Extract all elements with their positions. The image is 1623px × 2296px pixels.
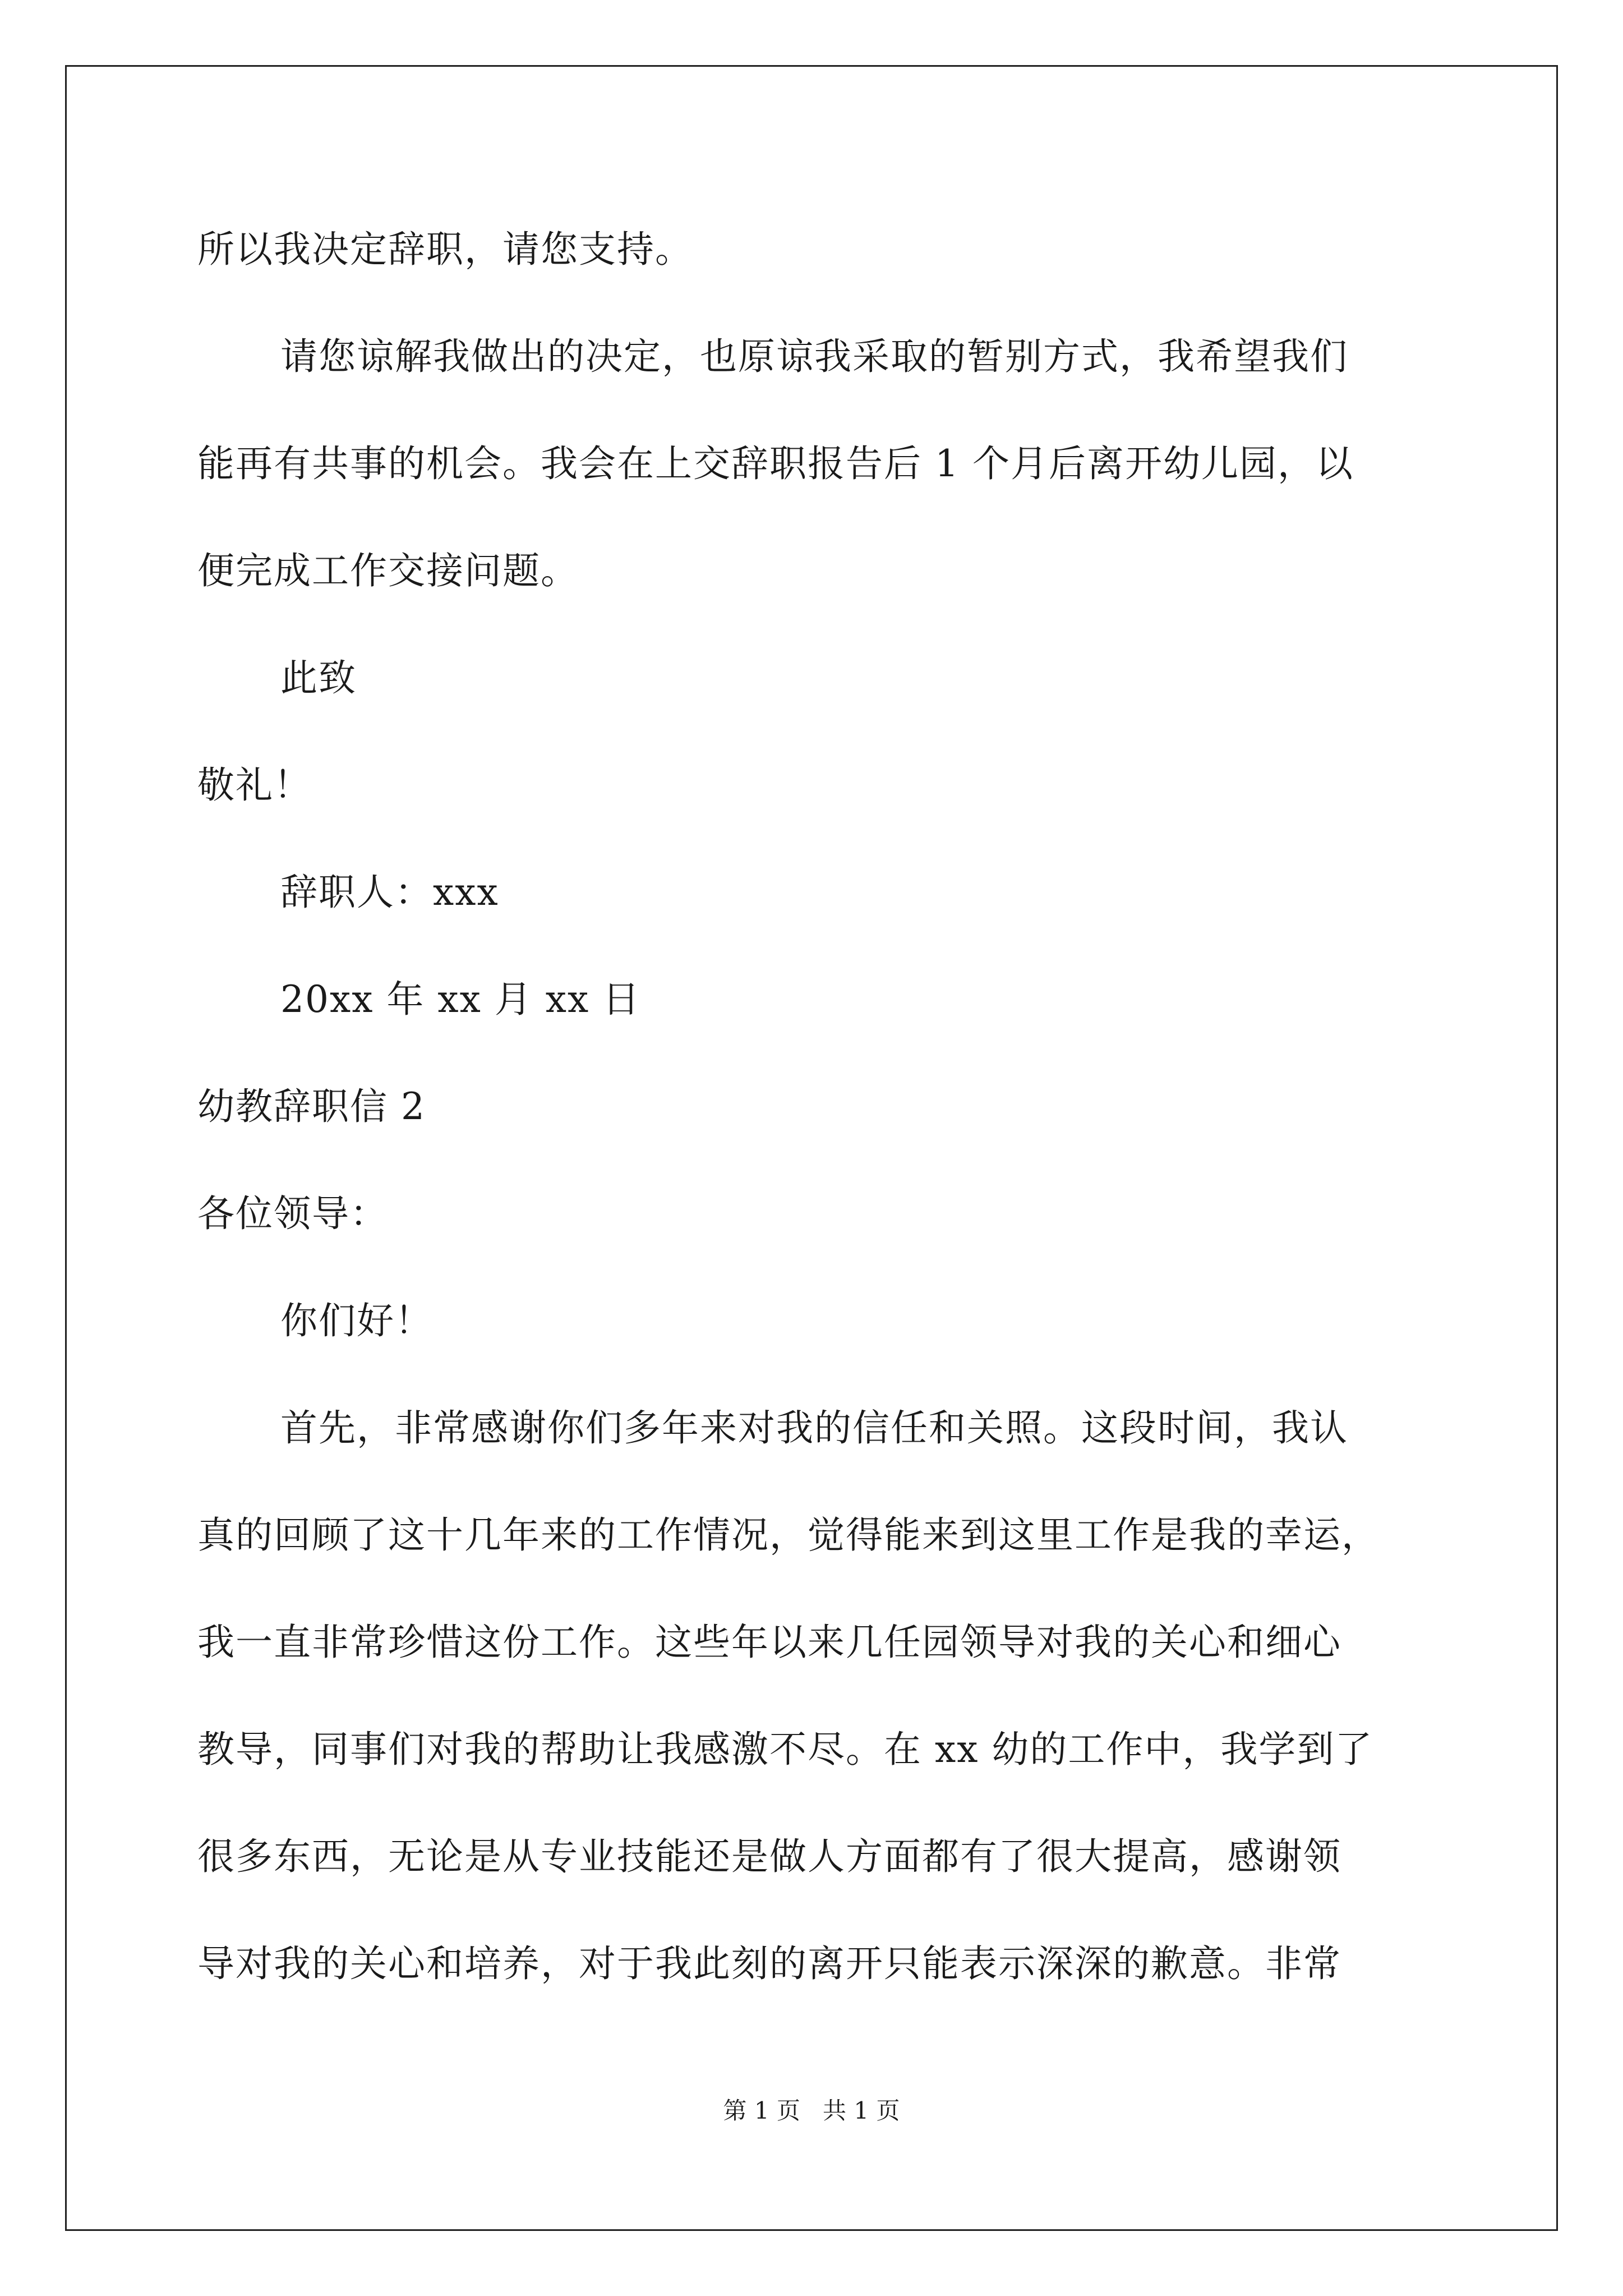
greeting-recipient: 各位领导： [197, 1192, 388, 1235]
signature-line: 辞职人：xxx [280, 871, 499, 914]
text-line-3: 能再有共事的机会。我会在上交辞职报告后 1 个月后离开幼儿园，以 [197, 442, 1354, 485]
text-line-16: 很多东西，无论是从专业技能还是做人方面都有了很大提高，感谢领 [197, 1835, 1341, 1878]
text-line-4: 便完成工作交接问题。 [197, 549, 579, 592]
text-line-2: 请您谅解我做出的决定，也原谅我采取的暂别方式，我希望我们 [280, 335, 1348, 378]
text-line-15: 教导，同事们对我的帮助让我感激不尽。在 xx 幼的工作中，我学到了 [197, 1728, 1373, 1771]
text-line-13: 真的回顾了这十几年来的工作情况，觉得能来到这里工作是我的幸运， [197, 1513, 1380, 1557]
text-line-14: 我一直非常珍惜这份工作。这些年以来几任园领导对我的关心和细心 [197, 1621, 1341, 1664]
closing-regards: 敬礼！ [197, 763, 312, 807]
letter-title: 幼教辞职信 2 [197, 1085, 426, 1128]
page-frame [65, 65, 1558, 2231]
text-line-1: 所以我决定辞职，请您支持。 [197, 228, 693, 271]
date-line: 20xx 年 xx 月 xx 日 [280, 978, 641, 1021]
greeting-line: 你们好！ [280, 1299, 433, 1342]
page-number-footer: 第 1 页 共 1 页 [723, 2097, 900, 2124]
text-line-12: 首先，非常感谢你们多年来对我的信任和关照。这段时间，我认 [280, 1406, 1348, 1450]
closing-salutation: 此致 [280, 656, 357, 700]
text-line-17: 导对我的关心和培养，对于我此刻的离开只能表示深深的歉意。非常 [197, 1942, 1341, 1985]
